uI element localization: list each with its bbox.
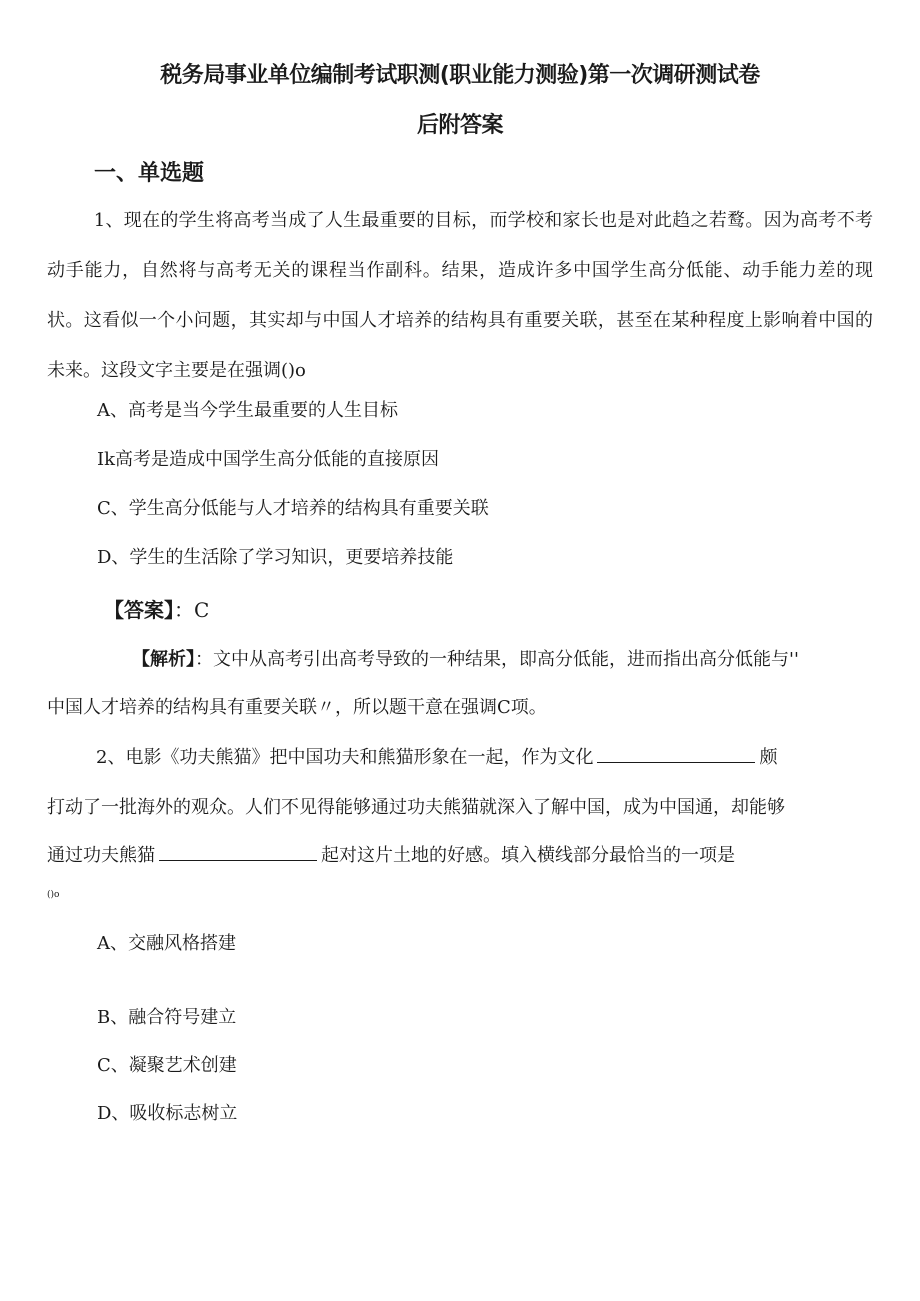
- document-title-line2: 后附答案: [416, 113, 503, 138]
- question-1-option-c: C、学生高分低能与人才培养的结构具有重要关联: [97, 498, 489, 519]
- question-2-option-a: A、交融风格搭建: [97, 933, 236, 954]
- analysis-text-1: ：文中从高考引出高考导致的一种结果，即高分低能，进而指出高分低能与'': [195, 649, 799, 670]
- question-1-option-d: D、学生的生活除了学习知识，更要培养技能: [97, 547, 454, 568]
- document-title-line1: 税务局事业单位编制考试职测(职业能力测验)第一次调研测试卷: [160, 63, 760, 88]
- question-2-line1-end: 颇: [759, 747, 778, 768]
- question-1-option-a: A、高考是当今学生最重要的人生目标: [97, 400, 398, 421]
- question-2-line3: [47, 842, 735, 870]
- question-2-option-c: C、凝聚艺术创建: [97, 1055, 237, 1076]
- answer-blank-1: [597, 744, 755, 763]
- question-1-answer: [104, 596, 209, 624]
- answer-value: ：C: [174, 598, 210, 622]
- answer-blank-2: [159, 842, 317, 861]
- question-1-analysis-line2: 中国人才培养的结构具有重要关联〃，所以题干意在强调C项。: [47, 697, 547, 718]
- question-1-stem: 1、现在的学生将高考当成了人生最重要的目标，而学校和家长也是对此趋之若鹜。因为高考不考动手能力，自然将与高考无关的课程当作副科。结果，造成许多中国学生高分低能、动手能力差的现状。这看似一个小问题，其实却与中国人才培养的结构具有重要关联，甚至在某种程度上影响着中国的未来。这段文字主要是在强调()o: [47, 210, 873, 381]
- question-2-line3-text: 通过功夫熊猫: [47, 845, 155, 866]
- question-2-line3-end: 起对这片土地的好感。填入横线部分最恰当的一项是: [321, 845, 735, 866]
- question-2-line1: [96, 744, 777, 772]
- analysis-label: 【解析】: [132, 649, 195, 670]
- question-2-option-d: D、吸收标志树立: [97, 1103, 238, 1124]
- question-1-option-b: Ik高考是造成中国学生高分低能的直接原因: [97, 449, 440, 470]
- section-heading: 一、单选题: [94, 161, 205, 186]
- question-2-option-b: B、融合符号建立: [97, 1007, 237, 1028]
- question-1-analysis-line1: [132, 646, 799, 674]
- question-2-line2: 打动了一批海外的观众。人们不见得能够通过功夫熊猫就深入了解中国，成为中国通，却能够: [47, 797, 785, 818]
- answer-label: 【答案】: [104, 598, 174, 622]
- question-2-line1-text: 2、电影《功夫熊猫》把中国功夫和熊猫形象在一起，作为文化: [96, 747, 594, 768]
- question-2-tail: ()o: [47, 890, 60, 900]
